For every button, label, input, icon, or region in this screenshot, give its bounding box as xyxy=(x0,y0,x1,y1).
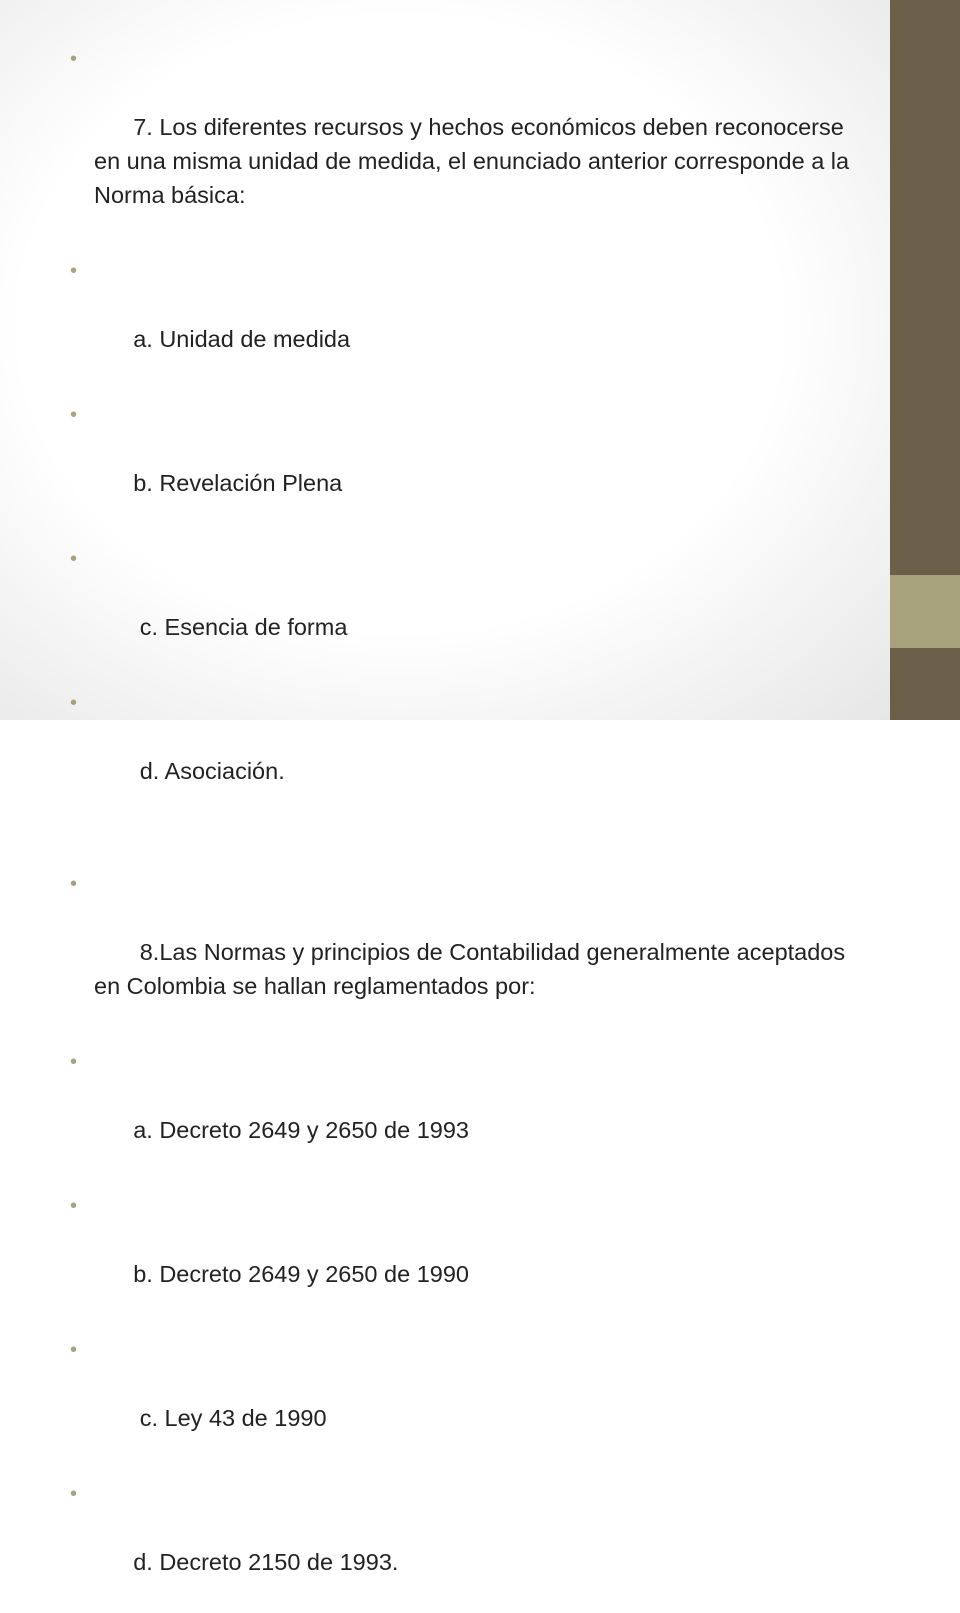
bullet-icon: • xyxy=(70,548,78,570)
list-item xyxy=(70,1189,850,1325)
list-item xyxy=(70,42,856,246)
bullet-icon: • xyxy=(70,1051,78,1073)
bullet-icon: • xyxy=(70,873,78,895)
option-b-text: b. Decreto 2649 y 2650 de 1990 xyxy=(133,1261,469,1287)
option-c-text: c. Esencia de forma xyxy=(133,614,348,640)
list-item xyxy=(70,254,850,390)
list-item xyxy=(70,398,850,534)
option-d-text: d. Decreto 2150 de 1993. xyxy=(133,1549,399,1575)
bullet-icon: • xyxy=(70,48,78,70)
option-a-text: a. Decreto 2649 y 2650 de 1993 xyxy=(133,1117,469,1143)
list-item xyxy=(70,1045,850,1181)
bullet-icon: • xyxy=(70,404,78,426)
list-item xyxy=(70,867,850,1037)
list-item xyxy=(70,1333,850,1469)
option-a-text: a. Unidad de medida xyxy=(133,326,351,352)
bullet-icon: • xyxy=(70,692,78,714)
bullet-icon: • xyxy=(70,260,78,282)
bullet-icon: • xyxy=(70,1339,78,1361)
list-item xyxy=(70,542,850,678)
sidebar-accent-block xyxy=(890,575,960,648)
question-7-text: 7. Los diferentes recursos y hechos económicos deben reconocerse en una misma unidad de medida, el enunciado anterior corresponde a la Norma básica: xyxy=(94,114,856,208)
bullet-list xyxy=(70,42,856,1613)
bullet-icon: • xyxy=(70,1195,78,1217)
question-8-text: 8.Las Normas y principios de Contabilidad generalmente aceptados en Colombia se hallan reglamentados por: xyxy=(94,939,852,999)
sidebar-dark-block xyxy=(890,0,960,575)
list-item xyxy=(70,1477,850,1613)
option-d-text: d. Asociación. xyxy=(133,758,285,784)
sidebar-bottom-block xyxy=(890,648,960,720)
bullet-icon: • xyxy=(70,1483,78,1505)
option-c-text: c. Ley 43 de 1990 xyxy=(133,1405,327,1431)
list-item xyxy=(70,686,850,822)
option-b-text: b. Revelación Plena xyxy=(133,470,343,496)
